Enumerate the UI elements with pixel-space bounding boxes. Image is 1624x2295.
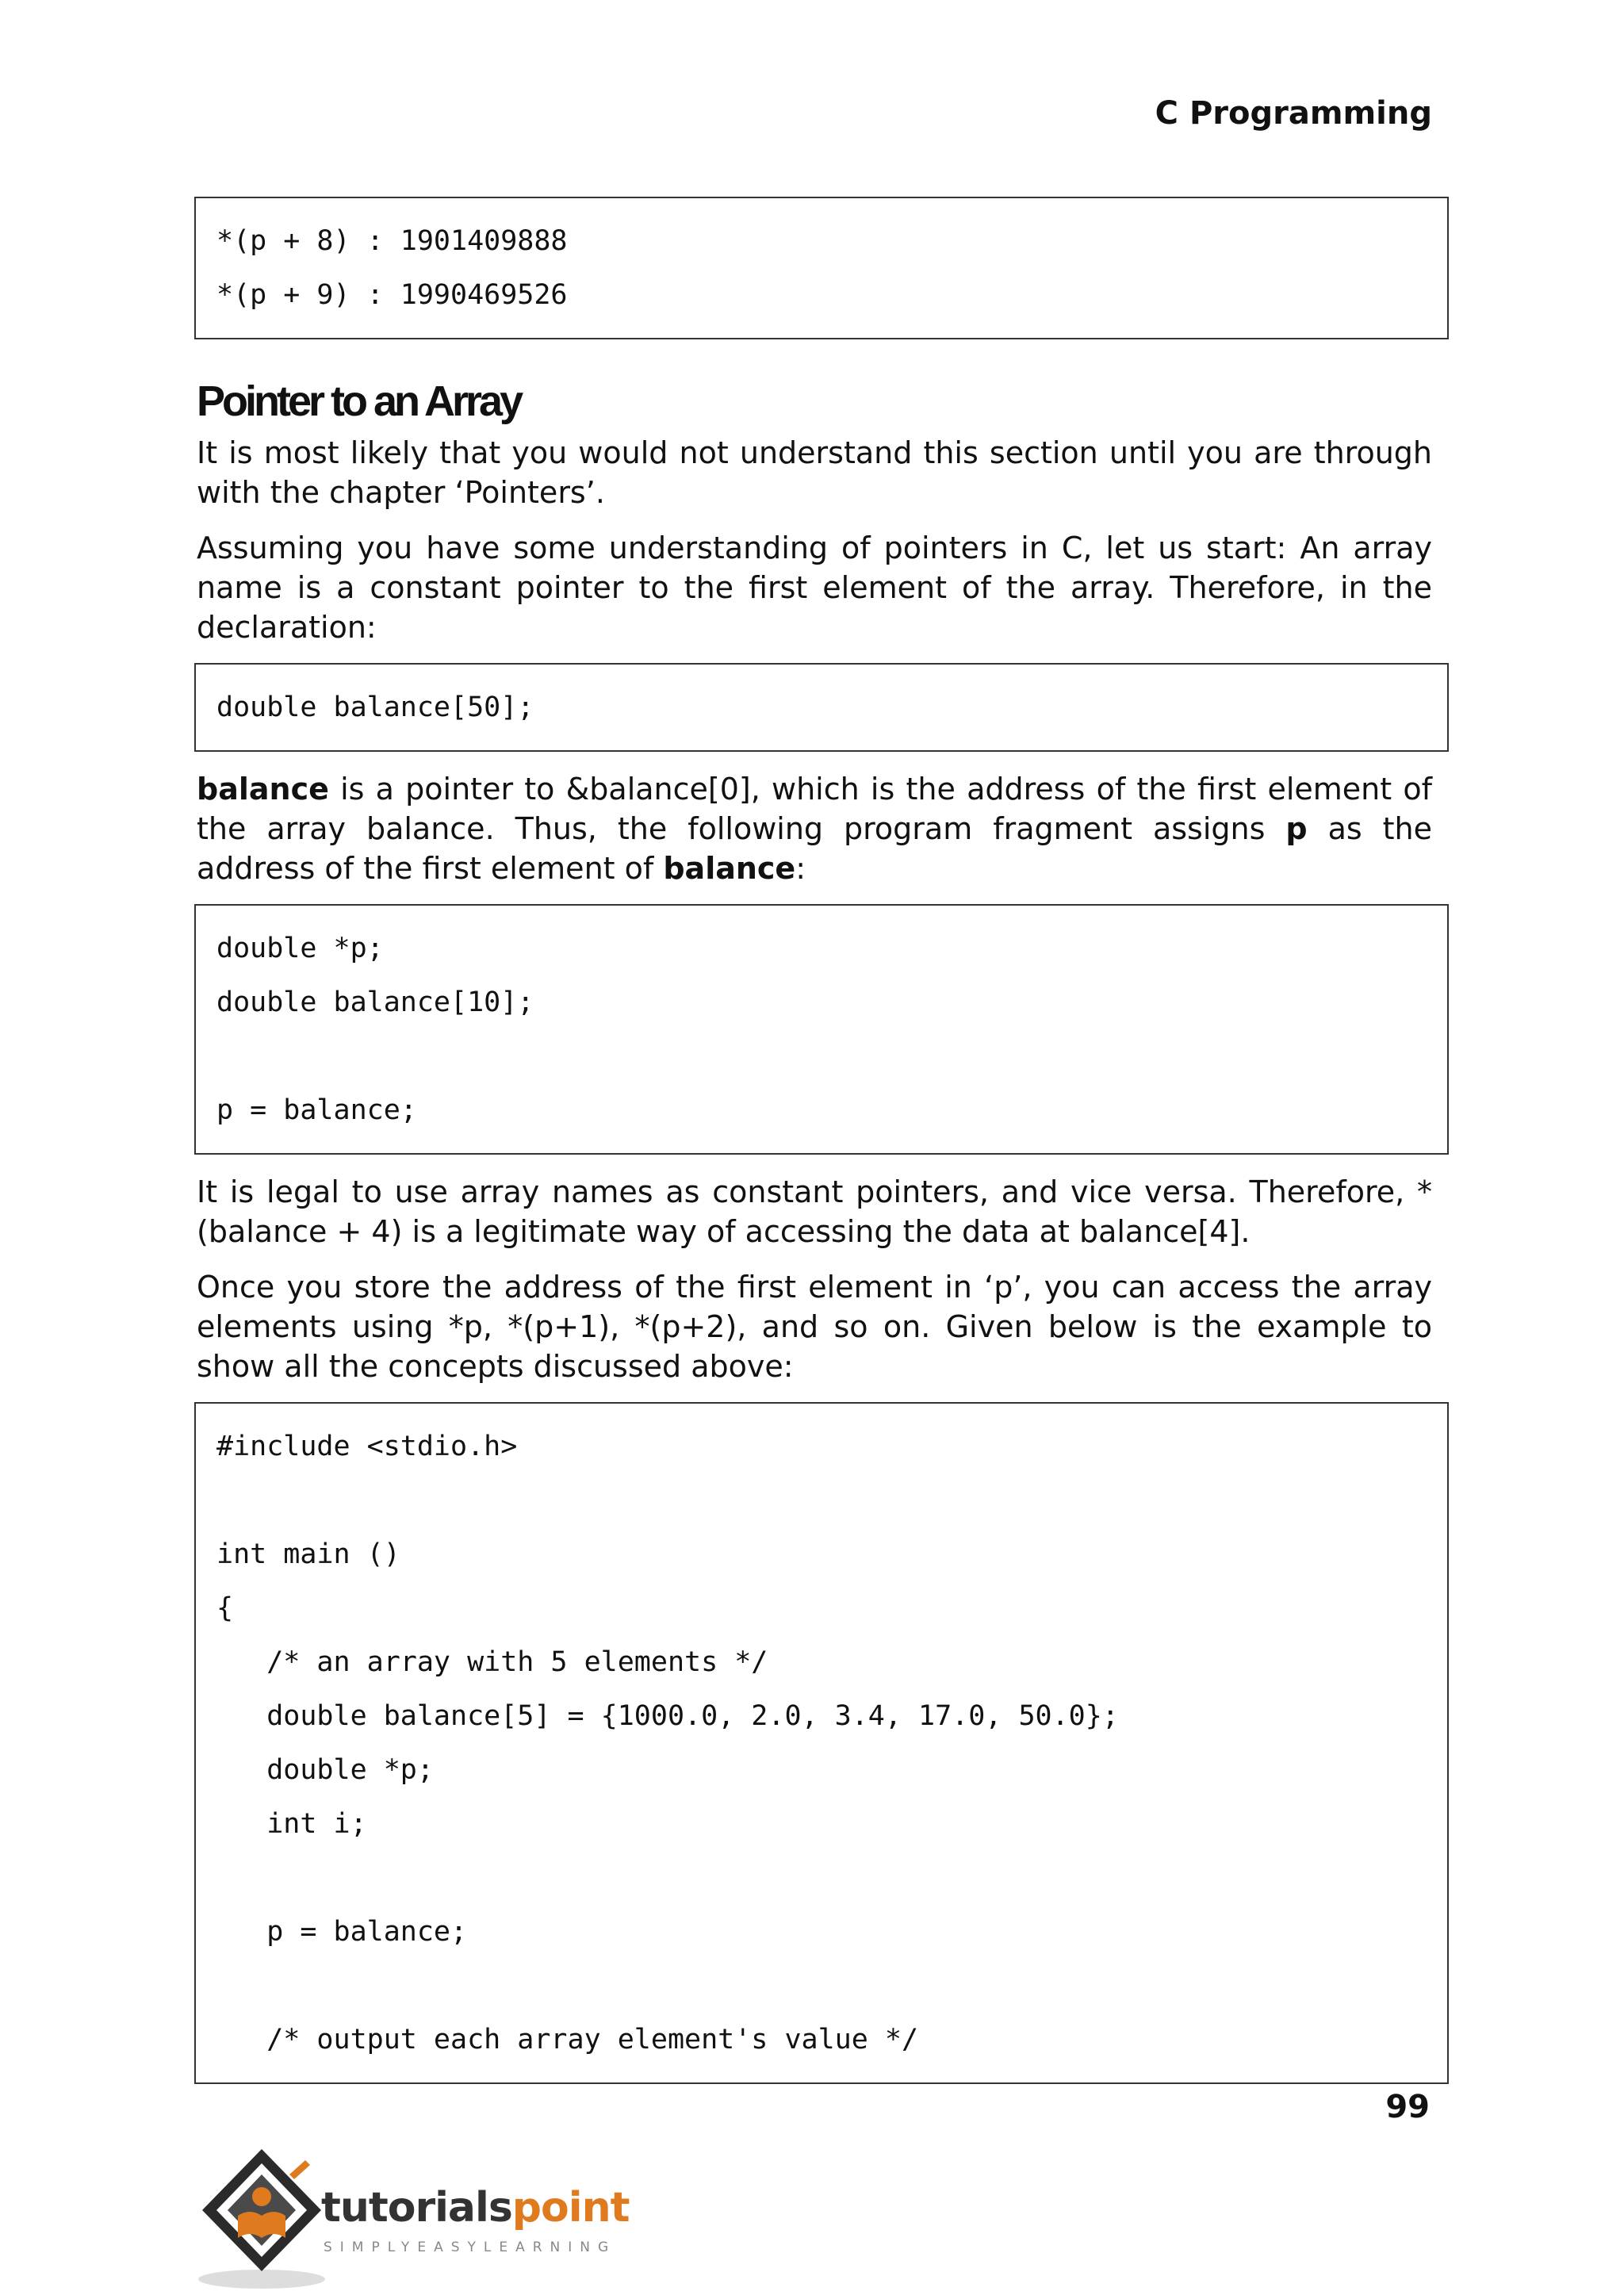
logo-wordmark: [321, 2184, 629, 2232]
code-line: p = balance;: [216, 1094, 417, 1126]
code-line: [216, 1473, 1427, 1527]
logo-text-part: tutorials: [321, 2184, 512, 2232]
section-title: Pointer to an Array: [197, 377, 521, 425]
paragraph: [197, 769, 1432, 888]
bold-term: balance: [663, 851, 796, 886]
paragraph-text: as the address of the first element of: [197, 811, 1432, 886]
bold-term: p: [1285, 811, 1308, 846]
code-line: int i;: [216, 1808, 367, 1840]
code-line: double *p;: [216, 933, 384, 964]
bold-term: balance: [197, 772, 329, 807]
code-line: {: [216, 1592, 234, 1624]
paragraph: Assuming you have some understanding of pointers in C, let us start: An array name is a constant pointer to the first element of the array. Therefore, in the declaration:: [197, 531, 1432, 645]
code-line: double balance[5] = {1000.0, 2.0, 3.4, 17.0, 50.0};: [216, 1700, 1119, 1732]
code-line: double *p;: [216, 1754, 434, 1786]
page-content: [197, 197, 1432, 2102]
code-line: [216, 1851, 1427, 1905]
logo-text-part: point: [511, 2184, 630, 2232]
paragraph-text: :: [795, 851, 806, 886]
code-block-fragment: [194, 904, 1449, 1155]
code-block-declaration: [194, 663, 1449, 752]
code-line: p = balance;: [216, 1916, 468, 1948]
running-header: C Programming: [1155, 95, 1432, 132]
paragraph: Once you store the address of the first element in ‘p’, you can access the array elements using *p, *(p+1), *(p+2), and so on. Given below is the example to show all the concepts discussed above:: [197, 1270, 1432, 1384]
page-number: 99: [1385, 2089, 1430, 2125]
paragraph: It is legal to use array names as constant pointers, and vice versa. Therefore, *(balance + 4) is a legitimate way of accessing the data at balance[4].: [197, 1174, 1432, 1249]
code-line: /* output each array element's value */: [216, 2024, 919, 2056]
code-line: *(p + 8) : 1901409888: [216, 225, 568, 257]
code-line: /* an array with 5 elements */: [216, 1646, 768, 1678]
code-line: *(p + 9) : 1990469526: [216, 279, 568, 311]
paragraph-text: is a pointer to &balance[0], which is the address of the first element of the array balance. Thus, the following program fragment assigns: [197, 772, 1432, 846]
code-line: int main (): [216, 1538, 400, 1570]
tutorialspoint-logo: [194, 2143, 638, 2293]
logo-emblem-icon: [194, 2143, 329, 2293]
logo-tagline: SIMPLYEASYLEARNING: [324, 2239, 617, 2255]
code-line: double balance[50];: [216, 692, 534, 723]
code-block-output: [194, 197, 1449, 339]
code-line: #include <stdio.h>: [216, 1431, 518, 1462]
code-line: [216, 1029, 1427, 1083]
code-line: [216, 1959, 1427, 2013]
code-line: double balance[10];: [216, 987, 534, 1018]
code-block-example: [194, 1402, 1449, 2084]
paragraph: It is most likely that you would not understand this section until you are through with the chapter ‘Pointers’.: [197, 435, 1432, 510]
